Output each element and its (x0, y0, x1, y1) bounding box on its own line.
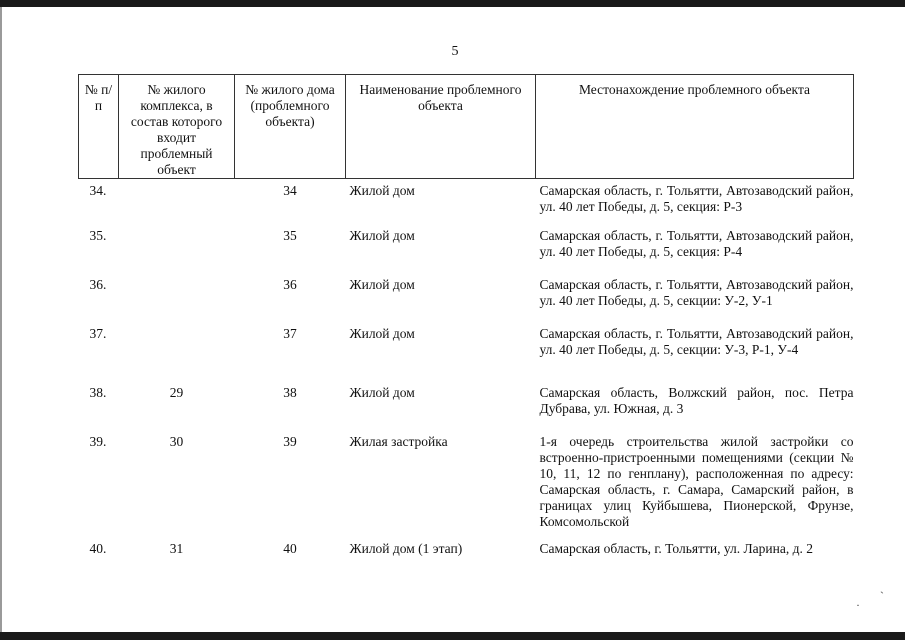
page-number: 5 (451, 44, 459, 59)
row-house: 35 (283, 227, 297, 243)
row-number: 39. (89, 433, 107, 449)
header-row (79, 75, 854, 179)
header-house: № жилого дома (проблемного объекта) (235, 75, 346, 179)
row-location: Самарская область, Волжский район, пос. Петра Дубрава, ул. Южная, д. 3 (539, 384, 854, 416)
scan-border-top (0, 0, 905, 7)
row-object-name: Жилой дом (349, 325, 415, 341)
row-number: 37. (89, 325, 107, 341)
row-location: Самарская область, г. Тольятти, Автозаводский район, ул. 40 лет Победы, д. 5, секция: Р-3 (539, 183, 854, 214)
row-complex (119, 322, 235, 381)
row-location: Самарская область, г. Тольятти, Автозаводский район, ул. 40 лет Победы, д. 5, секции: У-2, У-1 (539, 276, 854, 308)
row-complex: 29 (169, 384, 184, 400)
row-object-name: Жилой дом (349, 276, 415, 292)
scan-speck: ˏ (880, 580, 884, 594)
table-row (79, 179, 854, 224)
row-complex: 31 (169, 540, 184, 556)
header-object-name: Наименование проблемного объекта (346, 75, 536, 179)
table-row (79, 322, 854, 381)
row-location: Самарская область, г. Тольятти, Автозаводский район, ул. 40 лет Победы, д. 5, секции: У-3, Р-1, У-4 (539, 325, 854, 357)
row-house: 38 (283, 384, 297, 400)
row-location: Самарская область, г. Тольятти, Автозаводский район, ул. 40 лет Победы, д. 5, секция: Р-4 (539, 227, 854, 259)
header-location: Местонахождение проблемного объекта (536, 75, 854, 179)
row-object-name: Жилой дом (349, 183, 415, 198)
row-object-name: Жилой дом (349, 384, 415, 400)
row-complex (119, 224, 235, 273)
row-house: 37 (283, 325, 297, 341)
row-house: 39 (283, 433, 297, 449)
row-house: 36 (283, 276, 297, 292)
row-complex: 30 (169, 433, 184, 449)
row-complex (119, 179, 235, 224)
row-number: 38. (89, 384, 107, 400)
table-row (79, 224, 854, 273)
row-complex (119, 273, 235, 322)
row-object-name: Жилая застройка (349, 433, 448, 449)
row-object-name: Жилой дом (349, 227, 415, 243)
row-number: 35. (89, 227, 107, 243)
row-location: Самарская область, г. Тольятти, ул. Ларина, д. 2 (539, 540, 813, 556)
row-house: 34 (283, 183, 297, 198)
problem-objects-table (78, 74, 854, 567)
table-row (79, 537, 854, 567)
row-object-name: Жилой дом (1 этап) (349, 540, 463, 556)
table-header (79, 75, 854, 179)
row-number: 34. (89, 183, 107, 198)
row-location: 1-я очередь строительства жилой застройки со встроенно-пристроенными помещениями (секции № 10, 11, 12 по генплану), расположенная по адресу: Самарская область, г. Самара, Самарский район, в границах улиц Куйбышева, Пионерской, Фрунзе, Комсомольской (539, 433, 854, 529)
table-row (79, 381, 854, 430)
table-row (79, 273, 854, 322)
row-house: 40 (283, 540, 297, 556)
scan-speck: · (856, 598, 860, 612)
header-number: № п/п (79, 75, 119, 179)
scan-border-left (0, 7, 2, 632)
row-number: 40. (89, 540, 107, 556)
row-number: 36. (89, 276, 107, 292)
table-row (79, 430, 854, 537)
header-complex: № жилого комплекса, в состав которого входит проблемный объект (119, 75, 235, 179)
table-body (79, 179, 854, 567)
scan-border-bottom (0, 632, 905, 640)
